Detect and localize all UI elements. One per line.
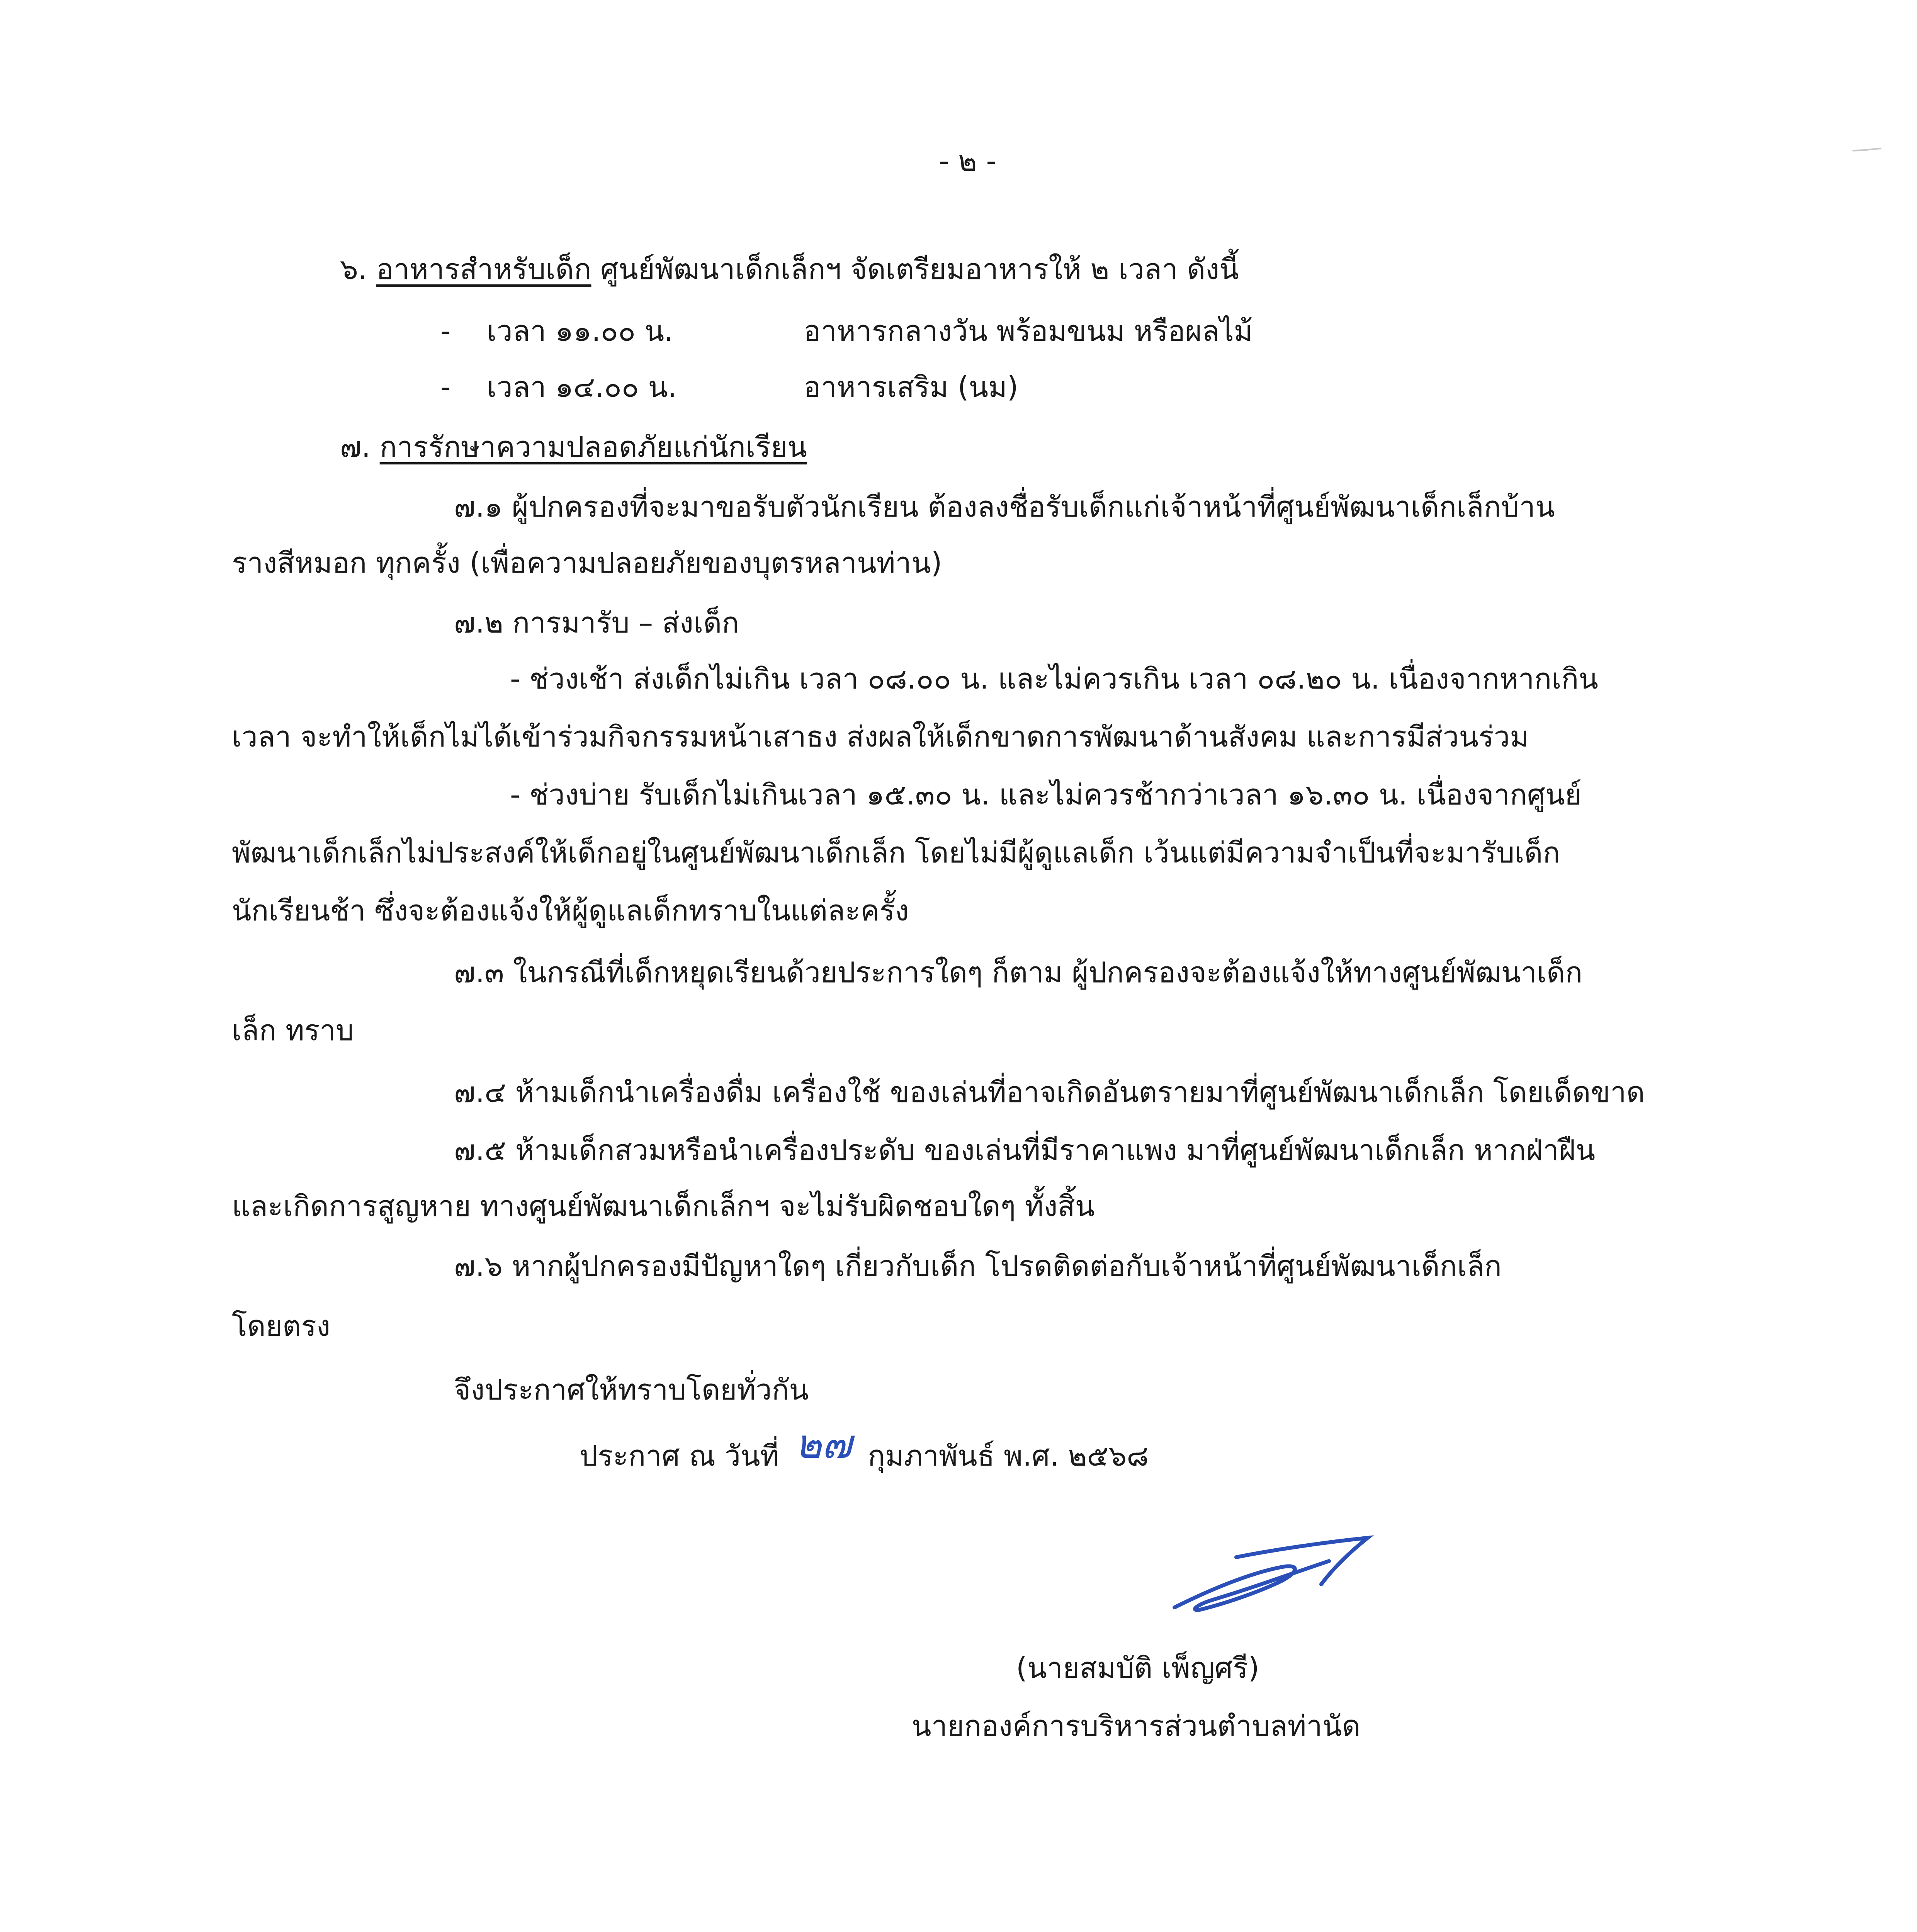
clause-7-5-line-1: ๗.๕ ห้ามเด็กสวมหรือนำเครื่องประดับ ของเล่นที่มีราคาแพง มาที่ศูนย์พัฒนาเด็กเล็ก หากฝ่าฝืน [454, 1134, 1596, 1167]
clause-7-6-line-1: ๗.๖ หากผู้ปกครองมีปัญหาใดๆ เกี่ยวกับเด็ก โปรดติดต่อกับเจ้าหน้าที่ศูนย์พัฒนาเด็กเล็ก [454, 1250, 1502, 1283]
section-6-heading-line [340, 255, 1239, 284]
meal-time: เวลา ๑๑.๐๐ น. [487, 315, 673, 348]
list-dash: - [440, 315, 451, 348]
scan-speck [1851, 143, 1885, 155]
date-suffix: กุมภาพันธ์ พ.ศ. ๒๕๖๘ [868, 1439, 1149, 1473]
clause-7-6-line-2: โดยตรง [232, 1310, 331, 1343]
clause-7-2-morning-line-2: เวลา จะทำให้เด็กไม่ได้เข้าร่วมกิจกรรมหน้าเสาธง ส่งผลให้เด็กขาดการพัฒนาด้านสังคม และการมีส่วนร่วม [232, 720, 1529, 753]
clause-7-2-afternoon-line-1: - ช่วงบ่าย รับเด็กไม่เกินเวลา ๑๕.๓๐ น. และไม่ควรช้ากว่าเวลา ๑๖.๓๐ น. เนื่องจากศูนย์ [510, 778, 1582, 811]
signature [1167, 1530, 1399, 1623]
section-6-text: ศูนย์พัฒนาเด็กเล็กฯ จัดเตรียมอาหารให้ ๒ เวลา ดังนี้ [600, 253, 1239, 286]
handwritten-date-day: ๒๗ [795, 1420, 852, 1468]
meal-time: เวลา ๑๔.๐๐ น. [487, 371, 677, 404]
section-7-heading: การรักษาความปลอดภัยแก่นักเรียน [379, 430, 807, 464]
clause-7-3-line-2: เล็ก ทราบ [232, 1014, 354, 1047]
clause-7-1-line-1: ๗.๑ ผู้ปกครองที่จะมาขอรับตัวนักเรียน ต้องลงชื่อรับเด็กแก่เจ้าหน้าที่ศูนย์พัฒนาเด็กเล็กบ้าน [454, 490, 1555, 524]
clause-7-2-morning-line-1: - ช่วงเช้า ส่งเด็กไม่เกิน เวลา ๐๘.๐๐ น. และไม่ควรเกิน เวลา ๐๘.๒๐ น. เนื่องจากหากเกิน [510, 662, 1598, 696]
clause-7-5-line-2: และเกิดการสูญหาย ทางศูนย์พัฒนาเด็กเล็กฯ จะไม่รับผิดชอบใดๆ ทั้งสิ้น [232, 1190, 1095, 1223]
clause-7-1-line-2: รางสีหมอก ทุกครั้ง (เพื่อความปลอยภัยของบุตรหลานท่าน) [232, 546, 942, 580]
date-prefix: ประกาศ ณ วันที่ [580, 1439, 779, 1473]
clause-7-2-afternoon-line-2: พัฒนาเด็กเล็กไม่ประสงค์ให้เด็กอยู่ในศูนย์พัฒนาเด็กเล็ก โดยไม่มีผู้ดูแลเด็ก เว้นแต่มีความจำเป็นที่จะมารับเด็ก [232, 836, 1560, 869]
announcement-line: จึงประกาศให้ทราบโดยทั่วกัน [454, 1373, 809, 1406]
signatory-name: (นายสมบัติ เพ็ญศรี) [1016, 1651, 1259, 1685]
announcement-date [580, 1420, 1149, 1473]
meal-description: อาหารเสริม (นม) [804, 371, 1018, 404]
clause-7-4: ๗.๔ ห้ามเด็กนำเครื่องดื่ม เครื่องใช้ ของเล่นที่อาจเกิดอันตรายมาที่ศูนย์พัฒนาเด็กเล็ก โดยเด็ดขาด [454, 1076, 1645, 1109]
clause-7-3-line-1: ๗.๓ ในกรณีที่เด็กหยุดเรียนด้วยประการใดๆ ก็ตาม ผู้ปกครองจะต้องแจ้งให้ทางศูนย์พัฒนาเด็ก [454, 956, 1583, 989]
section-6-number: ๖. [340, 253, 367, 286]
list-dash: - [440, 371, 451, 404]
section-6-heading: อาหารสำหรับเด็ก [376, 253, 591, 286]
clause-7-2-title: ๗.๒ การมารับ – ส่งเด็ก [454, 606, 739, 639]
section-7-heading-line [340, 430, 807, 464]
clause-7-2-afternoon-line-3: นักเรียนช้า ซึ่งจะต้องแจ้งให้ผู้ดูแลเด็กทราบในแต่ละครั้ง [232, 894, 909, 927]
meal-description: อาหารกลางวัน พร้อมขนม หรือผลไม้ [804, 315, 1253, 348]
page-number: - ๒ - [939, 145, 997, 178]
signatory-position: นายกองค์การบริหารส่วนตำบลท่านัด [912, 1709, 1361, 1743]
section-7-number: ๗. [340, 430, 371, 464]
